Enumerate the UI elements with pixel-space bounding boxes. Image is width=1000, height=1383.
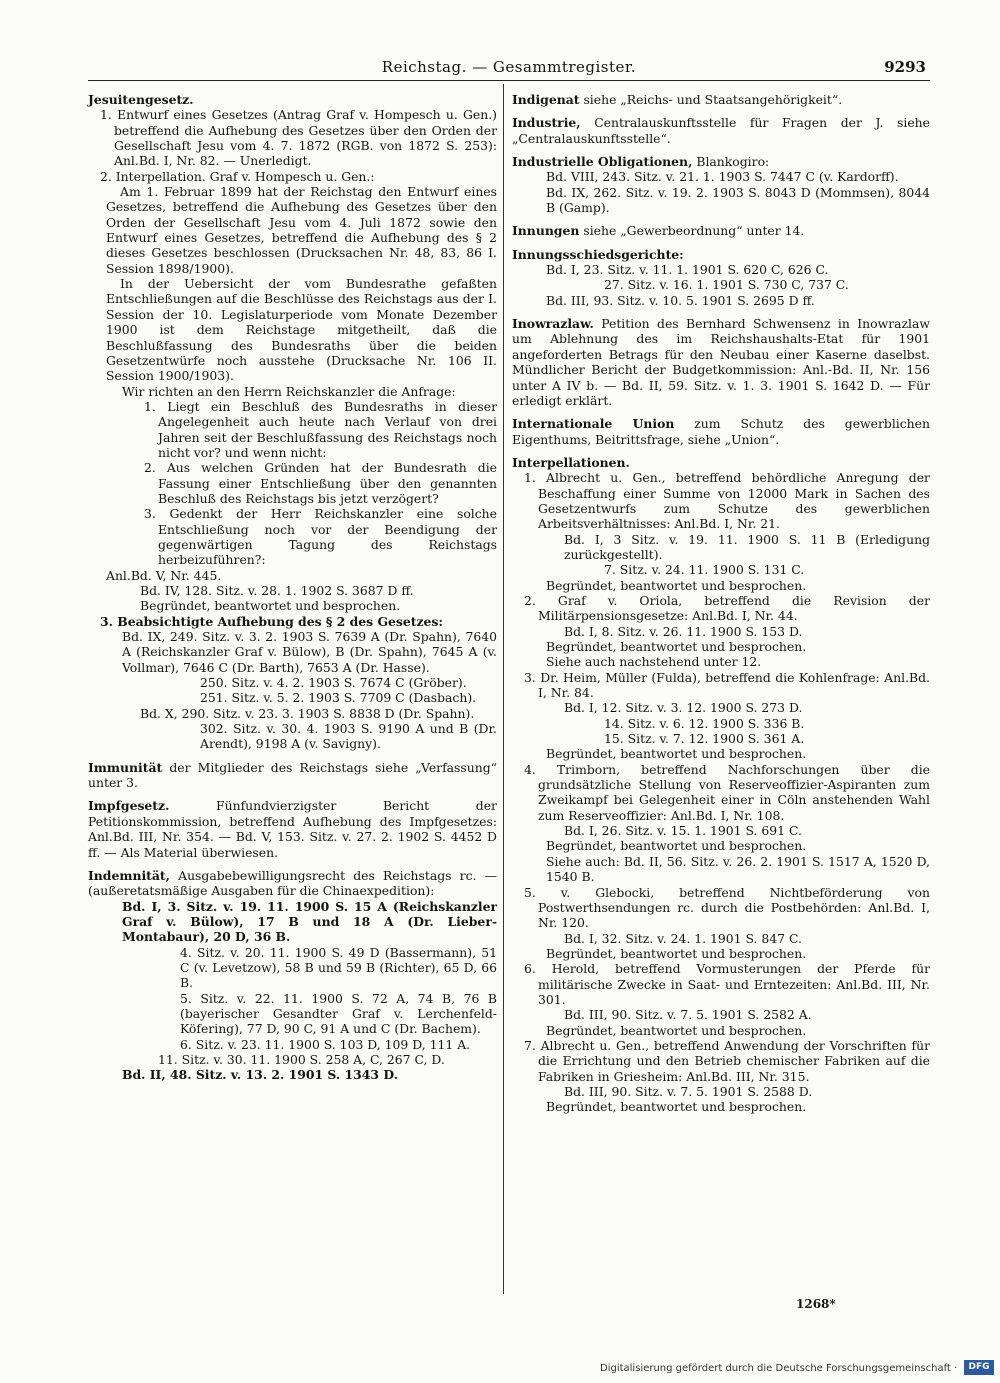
entry-interpellationen: [512, 455, 930, 1115]
entry-line: Begründet, beantwortet und besprochen.: [546, 1099, 807, 1115]
entry-line: Bd. III, 90. Sitz. v. 7. 5. 1901 S. 2582 A.: [564, 1007, 812, 1023]
entry-line: Begründet, beantwortet und besprochen.: [546, 746, 807, 762]
entry-inowrazlaw: [512, 316, 930, 408]
entry-heading: Interpellationen.: [512, 454, 630, 470]
entry-jesuitengesetz: [88, 92, 497, 752]
entry-line: 7. Sitz. v. 24. 11. 1900 S. 131 C.: [604, 562, 805, 578]
entry-line: 14. Sitz. v. 6. 12. 1900 S. 336 B.: [604, 715, 805, 731]
entry-text: zum Schutz des gewerblichen Eigenthums, Beitrittsfrage, siehe „Union“.: [512, 416, 930, 447]
entry-line: 251. Sitz. v. 5. 2. 1903 S. 7709 C (Dasbach).: [200, 690, 477, 706]
entry-line: 5. v. Glebocki, betreffend Nichtbeförderung von Postwerthsendungen rc. durch die Postbehörden: Anl.Bd. I, Nr. 120.: [524, 884, 930, 931]
entry-line: 1. Entwurf eines Gesetzes (Antrag Graf v. Hompesch u. Gen.) betreffend die Aufhebung des Gesetzes über den Orden der Gesellschaft Jesu vom 4. 7. 1872 (RGB. von 1872 S. 253): Anl.Bd. I, Nr. 82. — Unerledigt.: [100, 107, 497, 169]
entry-line: 6. Herold, betreffend Vormusterungen der Pferde für militärische Zwecke in Saat- und Erntezeiten: Anl.Bd. III, Nr. 301.: [524, 961, 930, 1007]
entry-line: 7. Albrecht u. Gen., betreffend Anwendung der Vorschriften für die Errichtung und den Betrieb chemischer Fabriken auf die Fabriken in Griesheim: Anl.Bd. III, Nr. 315.: [524, 1037, 930, 1084]
entry-line: Begründet, beantwortet und besprochen.: [546, 838, 807, 854]
entry-line: Bd. I, 8. Sitz. v. 26. 11. 1900 S. 153 D.: [564, 623, 803, 639]
entry-line: Bd. I, 26. Sitz. v. 15. 1. 1901 S. 691 C.: [564, 823, 802, 839]
entry-line: Begründet, beantwortet und besprochen.: [546, 945, 807, 961]
entry-line: 4. Sitz. v. 20. 11. 1900 S. 49 D (Bassermann), 51 C (v. Levetzow), 58 B und 59 B (Richter), 65 D, 66 B.: [180, 944, 497, 991]
entry-line: Bd. VIII, 243. Sitz. v. 21. 1. 1903 S. 7447 C (v. Kardorff).: [546, 169, 899, 185]
entry-line: 1. Liegt ein Beschluß des Bundesraths in dieser Angelegenheit auch heute nach Verlauf von drei Jahren seit der Beschlußfassung des Reichstags noch nicht vor? und wenn nicht:: [144, 398, 497, 460]
entry-line: Bd. I, 23. Sitz. v. 11. 1. 1901 S. 620 C, 626 C.: [546, 262, 829, 278]
entry-line: 2. Aus welchen Gründen hat der Bundesrath die Fassung einer Entschließung über den genannten Beschluß des Reichstags bis jetzt verzögert?: [144, 460, 497, 506]
entry-line: Begründet, beantwortet und besprochen.: [546, 639, 807, 654]
entry-line: Begründet, beantwortet und besprochen.: [546, 1022, 807, 1038]
entry-heading: Indemnität,: [88, 867, 170, 883]
entry-line: 2. Graf v. Oriola, betreffend die Revision der Militärpensionsgesetze: Anl.Bd. I, Nr. 44.: [524, 592, 930, 624]
entry-line: Bd. I, 12. Sitz. v. 3. 12. 1900 S. 273 D.: [564, 700, 803, 716]
entry-line: Bd. I, 3 Sitz. v. 19. 11. 1900 S. 11 B (Erledigung zurückgestellt).: [564, 531, 930, 562]
right-column: [512, 92, 930, 1123]
entry-line: Siehe auch: Bd. II, 56. Sitz. v. 26. 2. 1901 S. 1517 A, 1520 D, 1540 B.: [546, 853, 930, 885]
entry-indemnitaet: [88, 868, 497, 1083]
dfg-logo: DFG: [964, 1360, 994, 1375]
entry-heading: Immunität: [88, 759, 163, 775]
entry-line: Bd. IX, 249. Sitz. v. 3. 2. 1903 S. 7639 A (Dr. Spahn), 7640 A (Reichskanzler Graf v. Bülow), B (Dr. Spahn), 7645 A (v. Vollmar), 7646 C (Dr. Barth), 7653 A (Dr. Hasse).: [122, 629, 497, 675]
entry-line: 27. Sitz. v. 16. 1. 1901 S. 730 C, 737 C.: [604, 277, 849, 293]
footer-credit: Digitalisierung gefördert durch die Deutsche Forschungsgemeinschaft ·: [600, 1363, 958, 1374]
entry-industrielle-obligationen: [512, 154, 930, 215]
header-title: Reichstag. — Gesammtregister.: [381, 58, 637, 76]
entry-line: 4. Trimborn, betreffend Nachforschungen über die grundsätzliche Stellung von Reserveoffizier-Aspiranten zum Zweikampf bei Gelegenheit einer in Cöln anstehenden Wahl zum Reserveoffizier: Anl.Bd. I, Nr. 108.: [524, 761, 930, 823]
entry-innungsschiedsgerichte: [512, 247, 930, 308]
entry-heading: Internationale Union: [512, 416, 675, 432]
entry-line: Bd. I, 3. Sitz. v. 19. 11. 1900 S. 15 A (Reichskanzler Graf v. Bülow), 17 B und 18 A (Dr. Lieber-Montabaur), 20 D, 36 B.: [122, 898, 497, 945]
entry-text: Fünfundvierzigster Bericht der Petitionskommission, betreffend Aufhebung des Impfgesetzes: Anl.Bd. III, Nr. 354. — Bd. V, 153. Sitz. v. 27. 2. 1902 S. 4452 D ff. — Als Material überwiesen.: [88, 798, 497, 860]
entry-heading: Industrie,: [512, 115, 581, 131]
column-divider: [503, 84, 504, 1294]
entry-heading: Indigenat: [512, 92, 580, 107]
entry-line: Bd. III, 90. Sitz. v. 7. 5. 1901 S. 2588 D.: [564, 1083, 813, 1099]
entry-line: 15. Sitz. v. 7. 12. 1900 S. 361 A.: [604, 731, 805, 747]
entry-line: 11. Sitz. v. 30. 11. 1900 S. 258 A, C, 267 C, D.: [158, 1051, 445, 1067]
entry-line: Bd. III, 93. Sitz. v. 10. 5. 1901 S. 2695 D ff.: [546, 292, 815, 308]
entry-line: Bd. IV, 128. Sitz. v. 28. 1. 1902 S. 3687 D ff.: [140, 583, 414, 598]
entry-line: Bd. X, 290. Sitz. v. 23. 3. 1903 S. 8838 D (Dr. Spahn).: [140, 705, 475, 721]
entry-line: 3. Gedenkt der Herr Reichskanzler eine solche Entschließung noch vor der Beendigung der gegenwärtigen Tagung des Reichstags herbeizuführen?:: [144, 506, 497, 568]
entry-text: Petition des Bernhard Schwensenz in Inowrazlaw um Ablehnung des im Reichshaushalts-Etat für 1901 angeforderten Betrags für den Neubau einer Kaserne daselbst. Mündlicher Bericht der Budgetkommission: Anl.-Bd. II, Nr. 156 unter A IV b. — Bd. II, 59. Sitz. v. 1. 3. 1901 S. 1642 D. — Für erledigt erklärt.: [512, 316, 930, 408]
entry-heading: Innungsschiedsgerichte:: [512, 246, 684, 262]
entry-line: 3. Beabsichtigte Aufhebung des § 2 des Gesetzes:: [100, 613, 443, 629]
entry-line: Anl.Bd. V, Nr. 445.: [106, 567, 222, 583]
entry-text: siehe „Gewerbeordnung“ unter 14.: [583, 223, 805, 239]
entry-text: siehe „Reichs- und Staatsangehörigkeit“.: [583, 92, 843, 107]
entry-line: 250. Sitz. v. 4. 2. 1903 S. 7674 C (Gröber).: [200, 675, 467, 691]
entry-line: 2. Interpellation. Graf v. Hompesch u. Gen.:: [100, 168, 375, 184]
entry-line: Bd. I, 32. Sitz. v. 24. 1. 1901 S. 847 C.: [564, 930, 802, 946]
entry-text: Blankogiro:: [696, 154, 770, 170]
entry-innungen: [512, 223, 930, 238]
entry-indigenat: [512, 92, 930, 107]
entry-line: 6. Sitz. v. 23. 11. 1900 S. 103 D, 109 D, 111 A.: [180, 1036, 471, 1052]
entry-heading: Jesuitengesetz.: [88, 92, 194, 107]
entry-line: 3. Dr. Heim, Müller (Fulda), betreffend die Kohlenfrage: Anl.Bd. I, Nr. 84.: [524, 669, 930, 701]
entry-line: Am 1. Februar 1899 hat der Reichstag den Entwurf eines Gesetzes, betreffend die Aufhebung des Gesetzes über den Orden der Gesellschaft Jesu vom 4. Juli 1872 sowie den Entwurf eines Gesetzes, betreffend die Aufhebung des § 2 dieses Gesetzes beschlossen (Drucksachen Nr. 48, 83, 86 I. Session 1898/1900).: [106, 184, 497, 276]
entry-line: 302. Sitz. v. 30. 4. 1903 S. 9190 A und B (Dr. Arendt), 9198 A (v. Savigny).: [200, 721, 497, 752]
left-column: [88, 92, 497, 1091]
page-number: 9293: [884, 58, 926, 76]
running-header: [88, 58, 930, 81]
entry-line: Begründet, beantwortet und besprochen.: [140, 598, 401, 614]
signature-mark: 1268*: [796, 1297, 836, 1311]
entry-line: In der Uebersicht der vom Bundesrathe gefaßten Entschließungen auf die Beschlüsse des Reichstags aus der I. Session der 10. Legislaturperiode vom Monate Dezember 1900 ist dem Reichstage mitgetheilt, daß die Beschlußfassung des Bundesraths über die beiden Gesetzentwürfe noch ausstehe (Drucksache Nr. 106 II. Session 1900/1903).: [106, 276, 497, 384]
entry-line: Bd. IX, 262. Sitz. v. 19. 2. 1903 S. 8043 D (Mommsen), 8044 B (Gamp).: [546, 184, 930, 216]
entry-internationale-union: [512, 416, 930, 447]
entry-heading: Inowrazlaw.: [512, 316, 594, 332]
entry-text: Ausgabebewilligungsrecht des Reichstags rc. — (außeretatsmäßige Ausgaben für die Chinaexpedition):: [88, 867, 497, 899]
entry-text: Centralauskunftsstelle für Fragen der J. siehe „Centralauskunftsstelle“.: [512, 115, 930, 146]
entry-impfgesetz: [88, 798, 497, 859]
entry-line: Wir richten an den Herrn Reichskanzler die Anfrage:: [122, 383, 456, 399]
entry-heading: Innungen: [512, 223, 580, 239]
entry-industrie: [512, 115, 930, 146]
entry-line: Bd. II, 48. Sitz. v. 13. 2. 1901 S. 1343 D.: [122, 1067, 398, 1083]
entry-immunitaet: [88, 760, 497, 791]
entry-text: der Mitglieder des Reichstags siehe „Verfassung“ unter 3.: [88, 759, 497, 791]
entry-line: 5. Sitz. v. 22. 11. 1900 S. 72 A, 74 B, 76 B (bayerischer Gesandter Graf v. Lerchenfeld-Köfering), 77 D, 90 C, 91 A und C (Dr. Bachem).: [180, 990, 497, 1037]
entry-heading: Industrielle Obligationen,: [512, 154, 693, 170]
entry-line: Begründet, beantwortet und besprochen.: [546, 577, 807, 593]
entry-line: 1. Albrecht u. Gen., betreffend behördliche Anregung der Beschaffung einer Summe von 12000 Mark in Sachen des Gesetzentwurfs zum Schutze des gewerblichen Arbeitsverhältnisses: Anl.Bd. I, Nr. 21.: [524, 470, 930, 532]
entry-heading: Impfgesetz.: [88, 798, 170, 814]
entry-line: Siehe auch nachstehend unter 12.: [546, 654, 762, 670]
